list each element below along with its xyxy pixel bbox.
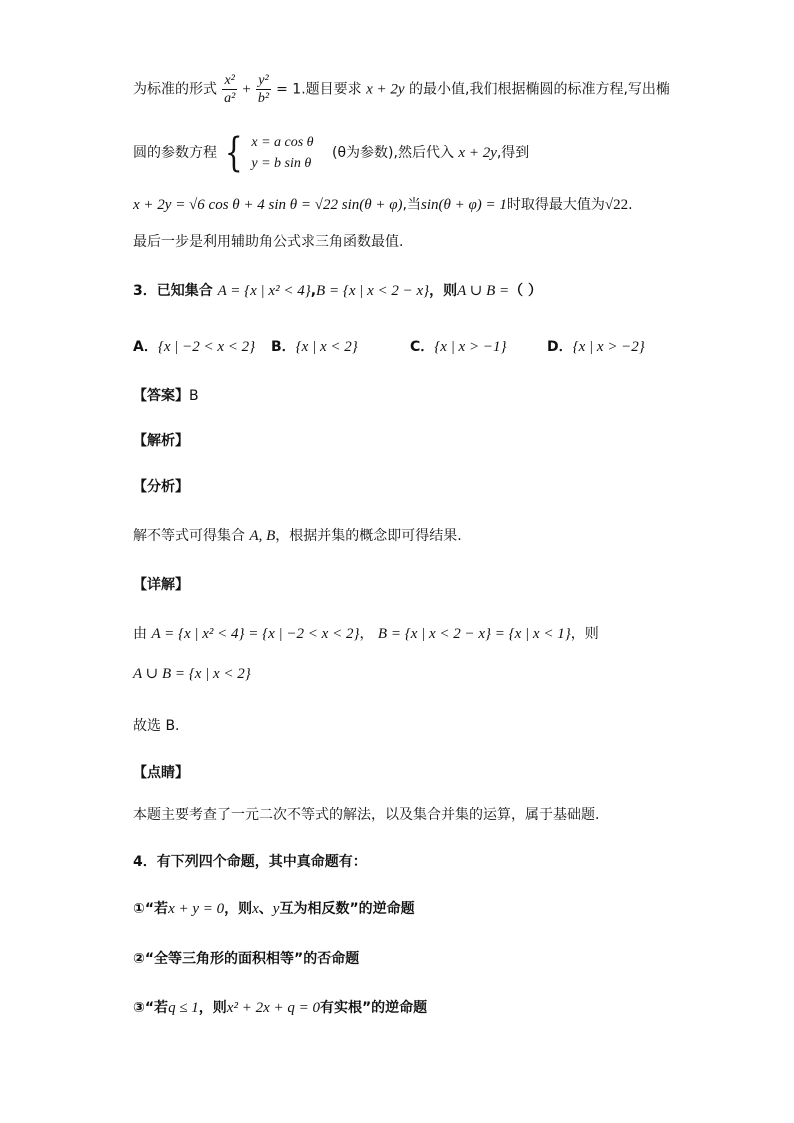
fenxi-heading: 【分析】	[133, 479, 189, 495]
fraction-denominator: a²	[224, 91, 236, 106]
option-label: A．	[133, 339, 158, 355]
proposition-3	[133, 998, 427, 1018]
math-expression: x + 2y = √6 cos θ + 4 sin θ = √22 sin(θ + φ)	[133, 197, 403, 213]
explanation-line-1	[133, 72, 670, 107]
text-segment: 的最小值,我们根据椭圆的标准方程,写出椭	[409, 81, 670, 98]
left-brace: {	[225, 130, 244, 176]
question-text: 有下列四个命题，其中真命题有：	[156, 854, 367, 870]
option-a	[133, 337, 255, 357]
math-expression: x + 2y	[458, 145, 497, 161]
fraction-x2-a2	[222, 72, 236, 107]
detail-line-1	[133, 624, 599, 644]
math-expression: x + 2y	[366, 81, 405, 98]
text-segment: 互为相反数”的逆命题	[279, 901, 415, 917]
question-number: 4．	[133, 854, 157, 870]
dianjing-heading: 【点睛】	[133, 765, 189, 781]
proposition-1	[133, 899, 415, 919]
text-segment: 时取得最大值为	[506, 197, 605, 213]
option-b	[271, 337, 358, 357]
math-expression: A, B	[249, 528, 276, 544]
option-value: {x | x < 2}	[295, 339, 358, 355]
text-segment: 为标准的形式	[133, 81, 217, 98]
detail-heading: 【详解】	[133, 577, 189, 593]
explanation-line-3	[133, 195, 633, 215]
option-c	[410, 337, 506, 357]
text-segment: 、	[258, 901, 273, 917]
text-segment: ,得到	[496, 145, 530, 161]
answer-line	[133, 386, 199, 406]
text-segment: .	[628, 197, 633, 213]
parametric-system	[251, 132, 313, 174]
system-row-2: y = b sin θ	[251, 156, 312, 171]
explanation-line-4: 最后一步是利用辅助角公式求三角函数最值.	[133, 234, 404, 250]
question-text: 已知集合	[156, 283, 213, 299]
text-segment: ,当	[402, 197, 421, 213]
option-value: {x | −2 < x < 2}	[157, 339, 256, 355]
set-a-definition: A = {x | x² < 4}	[217, 283, 311, 299]
system-row-1: x = a cos θ	[251, 135, 314, 150]
text-segment: ，根据并集的概念即可得结果.	[275, 528, 462, 544]
text-segment: 解不等式可得集合	[133, 528, 245, 544]
math-expression: sin(θ + φ) = 1	[421, 197, 507, 213]
question-4	[133, 852, 367, 872]
math-expression: q ≤ 1	[168, 1000, 199, 1016]
math-expression: x	[252, 901, 259, 917]
fraction-y2-b2	[256, 72, 270, 107]
text-segment: ①“若	[133, 901, 169, 917]
text-segment: 由	[133, 626, 147, 642]
text-segment: 有实根”的逆命题	[319, 1000, 428, 1016]
text-segment: ，则	[570, 626, 599, 642]
text-segment: ，	[359, 626, 374, 642]
proposition-2	[133, 949, 359, 969]
summary-text: 本题主要考查了一元二次不等式的解法，以及集合并集的运算，属于基础题.	[133, 807, 600, 823]
option-label: D．	[547, 339, 573, 355]
option-label: B．	[271, 339, 296, 355]
answer-blank: （ ）	[509, 283, 543, 299]
math-expression: A = {x | x² < 4} = {x | −2 < x < 2}	[151, 626, 360, 642]
analysis-heading: 【解析】	[133, 433, 189, 449]
analysis-text	[133, 526, 462, 546]
text-segment: ，则	[429, 283, 458, 299]
explanation-line-2	[133, 132, 529, 174]
text-segment: ,	[310, 283, 317, 299]
math-expression: B = {x | x < 2 − x} = {x | x < 1}	[377, 626, 571, 642]
text-segment: = 1.题目要求	[276, 81, 362, 98]
fraction-denominator: b²	[257, 91, 270, 106]
math-expression: x² + 2x + q = 0	[226, 1000, 320, 1016]
math-expression: √22	[604, 197, 629, 213]
math-expression: y	[272, 901, 280, 917]
question-3	[133, 281, 542, 301]
set-b-definition: B = {x | x < 2 − x}	[316, 283, 430, 299]
fraction-numerator: y²	[258, 73, 269, 88]
question-number: 3．	[133, 283, 157, 299]
text-segment: ,然后代入	[393, 145, 454, 161]
answer-value: B	[189, 388, 199, 404]
text-segment: ②“全等三角形的面积相等”的否命题	[133, 951, 360, 967]
union-expression: A ∪ B =	[457, 283, 510, 299]
option-value: {x | x > −2}	[572, 339, 645, 355]
option-d	[547, 337, 645, 357]
option-value: {x | x > −1}	[434, 339, 507, 355]
parameter-note: (θ为参数)	[332, 145, 394, 161]
text-segment: ，则	[198, 1000, 227, 1016]
option-label: C．	[410, 339, 435, 355]
answer-tag: 【答案】	[133, 388, 189, 404]
plus-sign: +	[242, 81, 251, 98]
math-expression: x + y = 0	[168, 901, 225, 917]
choose-line: 故选 B.	[133, 718, 180, 734]
detail-line-2: A ∪ B = {x | x < 2}	[133, 666, 251, 682]
text-segment: ③“若	[133, 1000, 169, 1016]
options-row	[133, 337, 753, 359]
text-segment: ，则	[224, 901, 253, 917]
text-segment: 圆的参数方程	[133, 145, 217, 161]
fraction-numerator: x²	[224, 73, 235, 88]
